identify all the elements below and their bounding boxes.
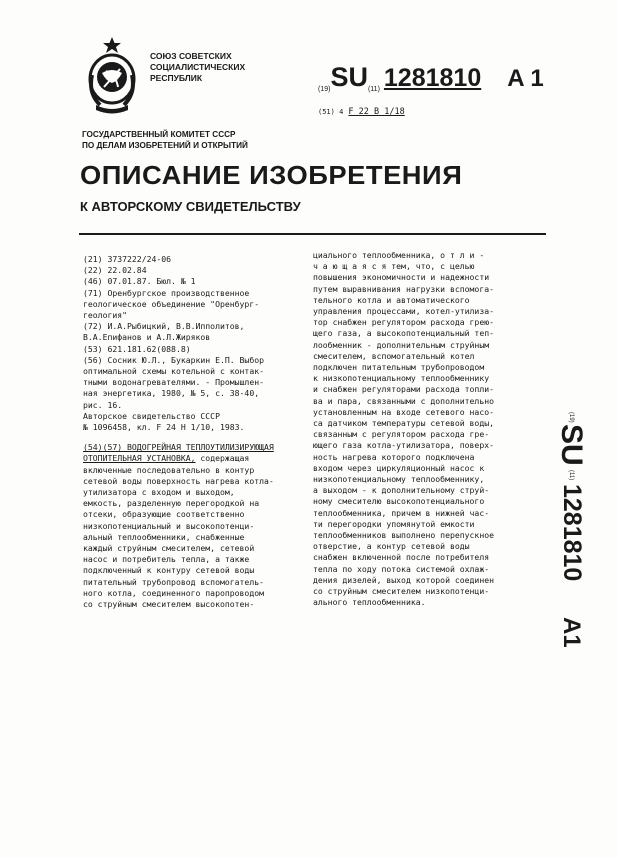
ipc-code: (51) 4 xyxy=(318,108,344,116)
side-kind: A1 xyxy=(558,617,585,648)
claim-line: отверстие, а контур сетевой воды xyxy=(313,541,470,552)
claim-line: теплообменника, причем в нижней час- xyxy=(313,507,490,518)
claim-line: ного котла, соединенного паропроводом xyxy=(83,587,264,598)
biblio-line: ная энергетика, 1980, № 5, с. 38-40, xyxy=(83,388,260,399)
claim-line: отсеки, образующие соответственно xyxy=(83,509,245,520)
document-title: ОПИСАНИЕ ИЗОБРЕТЕНИЯ xyxy=(80,160,463,190)
biblio-line: (72) И.А.Рыбицкий, В.В.Ипполитов, xyxy=(83,321,245,332)
biblio-line: № 1096458, кл. F 24 H 1/10, 1983. xyxy=(83,422,245,433)
biblio-line: рис. 16. xyxy=(83,399,123,410)
biblio-line: (21) 3737222/24-06 xyxy=(83,254,172,264)
claim-line: емкость, разделенную перегородкой на xyxy=(83,498,260,509)
claim-line: со струйным смесителем высокопотен- xyxy=(83,599,255,610)
biblio-line: (71) Оренбургское производственное xyxy=(83,287,250,298)
claim-line: повышения экономичности и надежности xyxy=(313,272,490,283)
claim-line: щего газа, а высокопотенциальный теп- xyxy=(313,328,494,339)
country-code: SU xyxy=(330,62,368,92)
patent-number: 1281810 xyxy=(383,64,482,92)
header-divider xyxy=(79,233,546,235)
kind-code: A 1 xyxy=(507,65,544,92)
biblio-line: (56) Сосник Ю.Л., Букаркин Е.П. Выбор xyxy=(83,354,264,365)
claim-line: ва и пара, связанными с дополнительно xyxy=(313,395,494,406)
claim-line: смесителем, вспомогательный котел xyxy=(313,350,475,361)
claim-line: включенные последовательно в контур xyxy=(83,464,255,475)
claim-line: ность нагрева которого подключена xyxy=(313,451,475,462)
side-code-19: (19) xyxy=(568,412,574,423)
claim-line: утилизатора с входом и выходом, xyxy=(83,487,235,498)
committee-line: ПО ДЕЛАМ ИЗОБРЕТЕНИЙ И ОТКРЫТИЙ xyxy=(82,141,248,150)
claim-line: ти перегородки упомянутой емкости xyxy=(313,518,475,529)
claim-line: низкопотенциальному теплообменнику, xyxy=(313,474,485,485)
claim-line: подключенный к контуру сетевой воды xyxy=(83,565,255,576)
claim-line: со струйным смесителем низкопотенци- xyxy=(313,586,490,597)
claim-line: управления процессами, котел-утилиза- xyxy=(313,306,494,317)
claim-line: сетевой воды поверхность нагрева котла- xyxy=(83,475,274,486)
biblio-line: тными водонагревателями. - Промышлен- xyxy=(83,377,264,388)
claim-line: входом через циркуляционный насос к xyxy=(313,462,485,473)
claim-line: ального теплообменника. xyxy=(313,597,426,608)
side-code-11: (11) xyxy=(568,470,574,481)
claim-line: альный теплообменники, снабженные xyxy=(83,531,245,542)
claim-title: (54)(57) ВОДОГРЕЙНАЯ ТЕПЛОУТИЛИЗИРУЮЩАЯ xyxy=(83,442,274,453)
side-number: 1281810 xyxy=(558,484,586,582)
claim-line: путем выравнивания нагрузки вспомога- xyxy=(313,283,494,294)
right-column xyxy=(313,250,545,609)
org-line: СОЮЗ СОВЕТСКИХ xyxy=(150,51,232,61)
claim-line: питательный трубопровод вспомогатель- xyxy=(83,576,264,587)
biblio-line: (46) 07.01.87. Бюл. № 1 xyxy=(83,276,196,287)
claim-title-cont: ОТОПИТЕЛЬНАЯ УСТАНОВКА, xyxy=(83,453,196,464)
claim-line: каждый струйным смесителем, сетевой xyxy=(83,543,255,554)
claim-line: са датчиком температуры сетевой воды, xyxy=(313,418,494,429)
biblio-line: геология" xyxy=(83,310,128,321)
claim-line: к низкопотенциальному теплообменнику xyxy=(313,373,490,384)
claim-line: и снабжен регуляторами расхода топли- xyxy=(313,384,494,395)
claim-line: подключен питательным трубопроводом xyxy=(313,362,485,373)
claim-line: тельного котла и автоматического xyxy=(313,294,470,305)
org-line: СОЦИАЛИСТИЧЕСКИХ xyxy=(150,62,246,72)
left-column xyxy=(83,254,305,610)
claim-line: циального теплообменника, о т л и - xyxy=(313,250,485,260)
code-19: (19) xyxy=(318,86,331,93)
org-name xyxy=(150,51,245,84)
document-subtitle: К АВТОРСКОМУ СВИДЕТЕЛЬСТВУ xyxy=(80,199,301,214)
claim-line: ч а ю щ а я с я тем, что, с целью xyxy=(313,261,475,272)
claim-line: насос и потребитель тепла, а также xyxy=(83,554,250,565)
biblio-line: (22) 22.02.84 xyxy=(83,265,147,276)
claim-line: снабжен включенной после потребителя xyxy=(313,552,490,563)
biblio-line: геологическое объединение "Оренбург- xyxy=(83,298,260,309)
org-line: РЕСПУБЛИК xyxy=(150,73,203,83)
claim-line: дения дизелей, выход которой соединен xyxy=(313,574,494,585)
claim-line: ному смесителю высокопотенциального xyxy=(313,496,485,507)
claim-line: связанным с регулятором расхода гре- xyxy=(313,429,490,440)
claim-line: теплообменников выполнено перепускное xyxy=(313,530,494,541)
claim-line: низкопотенциальный и высокопотенци- xyxy=(83,520,255,531)
ipc-class: F 22 B 1/18 xyxy=(348,107,405,117)
biblio-line: (53) 621.181.62(088.8) xyxy=(83,343,191,354)
claim-line: тор снабжен регулятором расхода грею- xyxy=(313,317,494,328)
claim-line: а выходом - к дополнительному струй- xyxy=(313,485,490,496)
side-country: SU xyxy=(555,424,588,466)
ussr-emblem xyxy=(82,35,142,117)
publication-number xyxy=(318,62,544,93)
ipc-classification xyxy=(318,107,405,117)
claim-line: ющего газа котла-утилизатора, поверх- xyxy=(313,440,494,451)
committee-name xyxy=(82,129,248,151)
biblio-line: В.А.Епифанов и А.Л.Жиряков xyxy=(83,332,211,343)
committee-line: ГОСУДАРСТВЕННЫЙ КОМИТЕТ СССР xyxy=(82,130,236,139)
biblio-line: Авторское свидетельство СССР xyxy=(83,410,220,421)
claim-line: установленным на входе сетевого насо- xyxy=(313,406,494,417)
code-11: (11) xyxy=(367,86,380,93)
side-patent-stamp xyxy=(548,412,588,692)
claim-line: ОТОПИТЕЛЬНАЯ УСТАНОВКА, содержащая xyxy=(83,453,250,464)
claim-line: лообменник - дополнительным струйным xyxy=(313,339,490,350)
claim-line: тепла по ходу потока системой охлаж- xyxy=(313,563,490,574)
biblio-line: оптимальной схемы котельной с контак- xyxy=(83,366,264,377)
